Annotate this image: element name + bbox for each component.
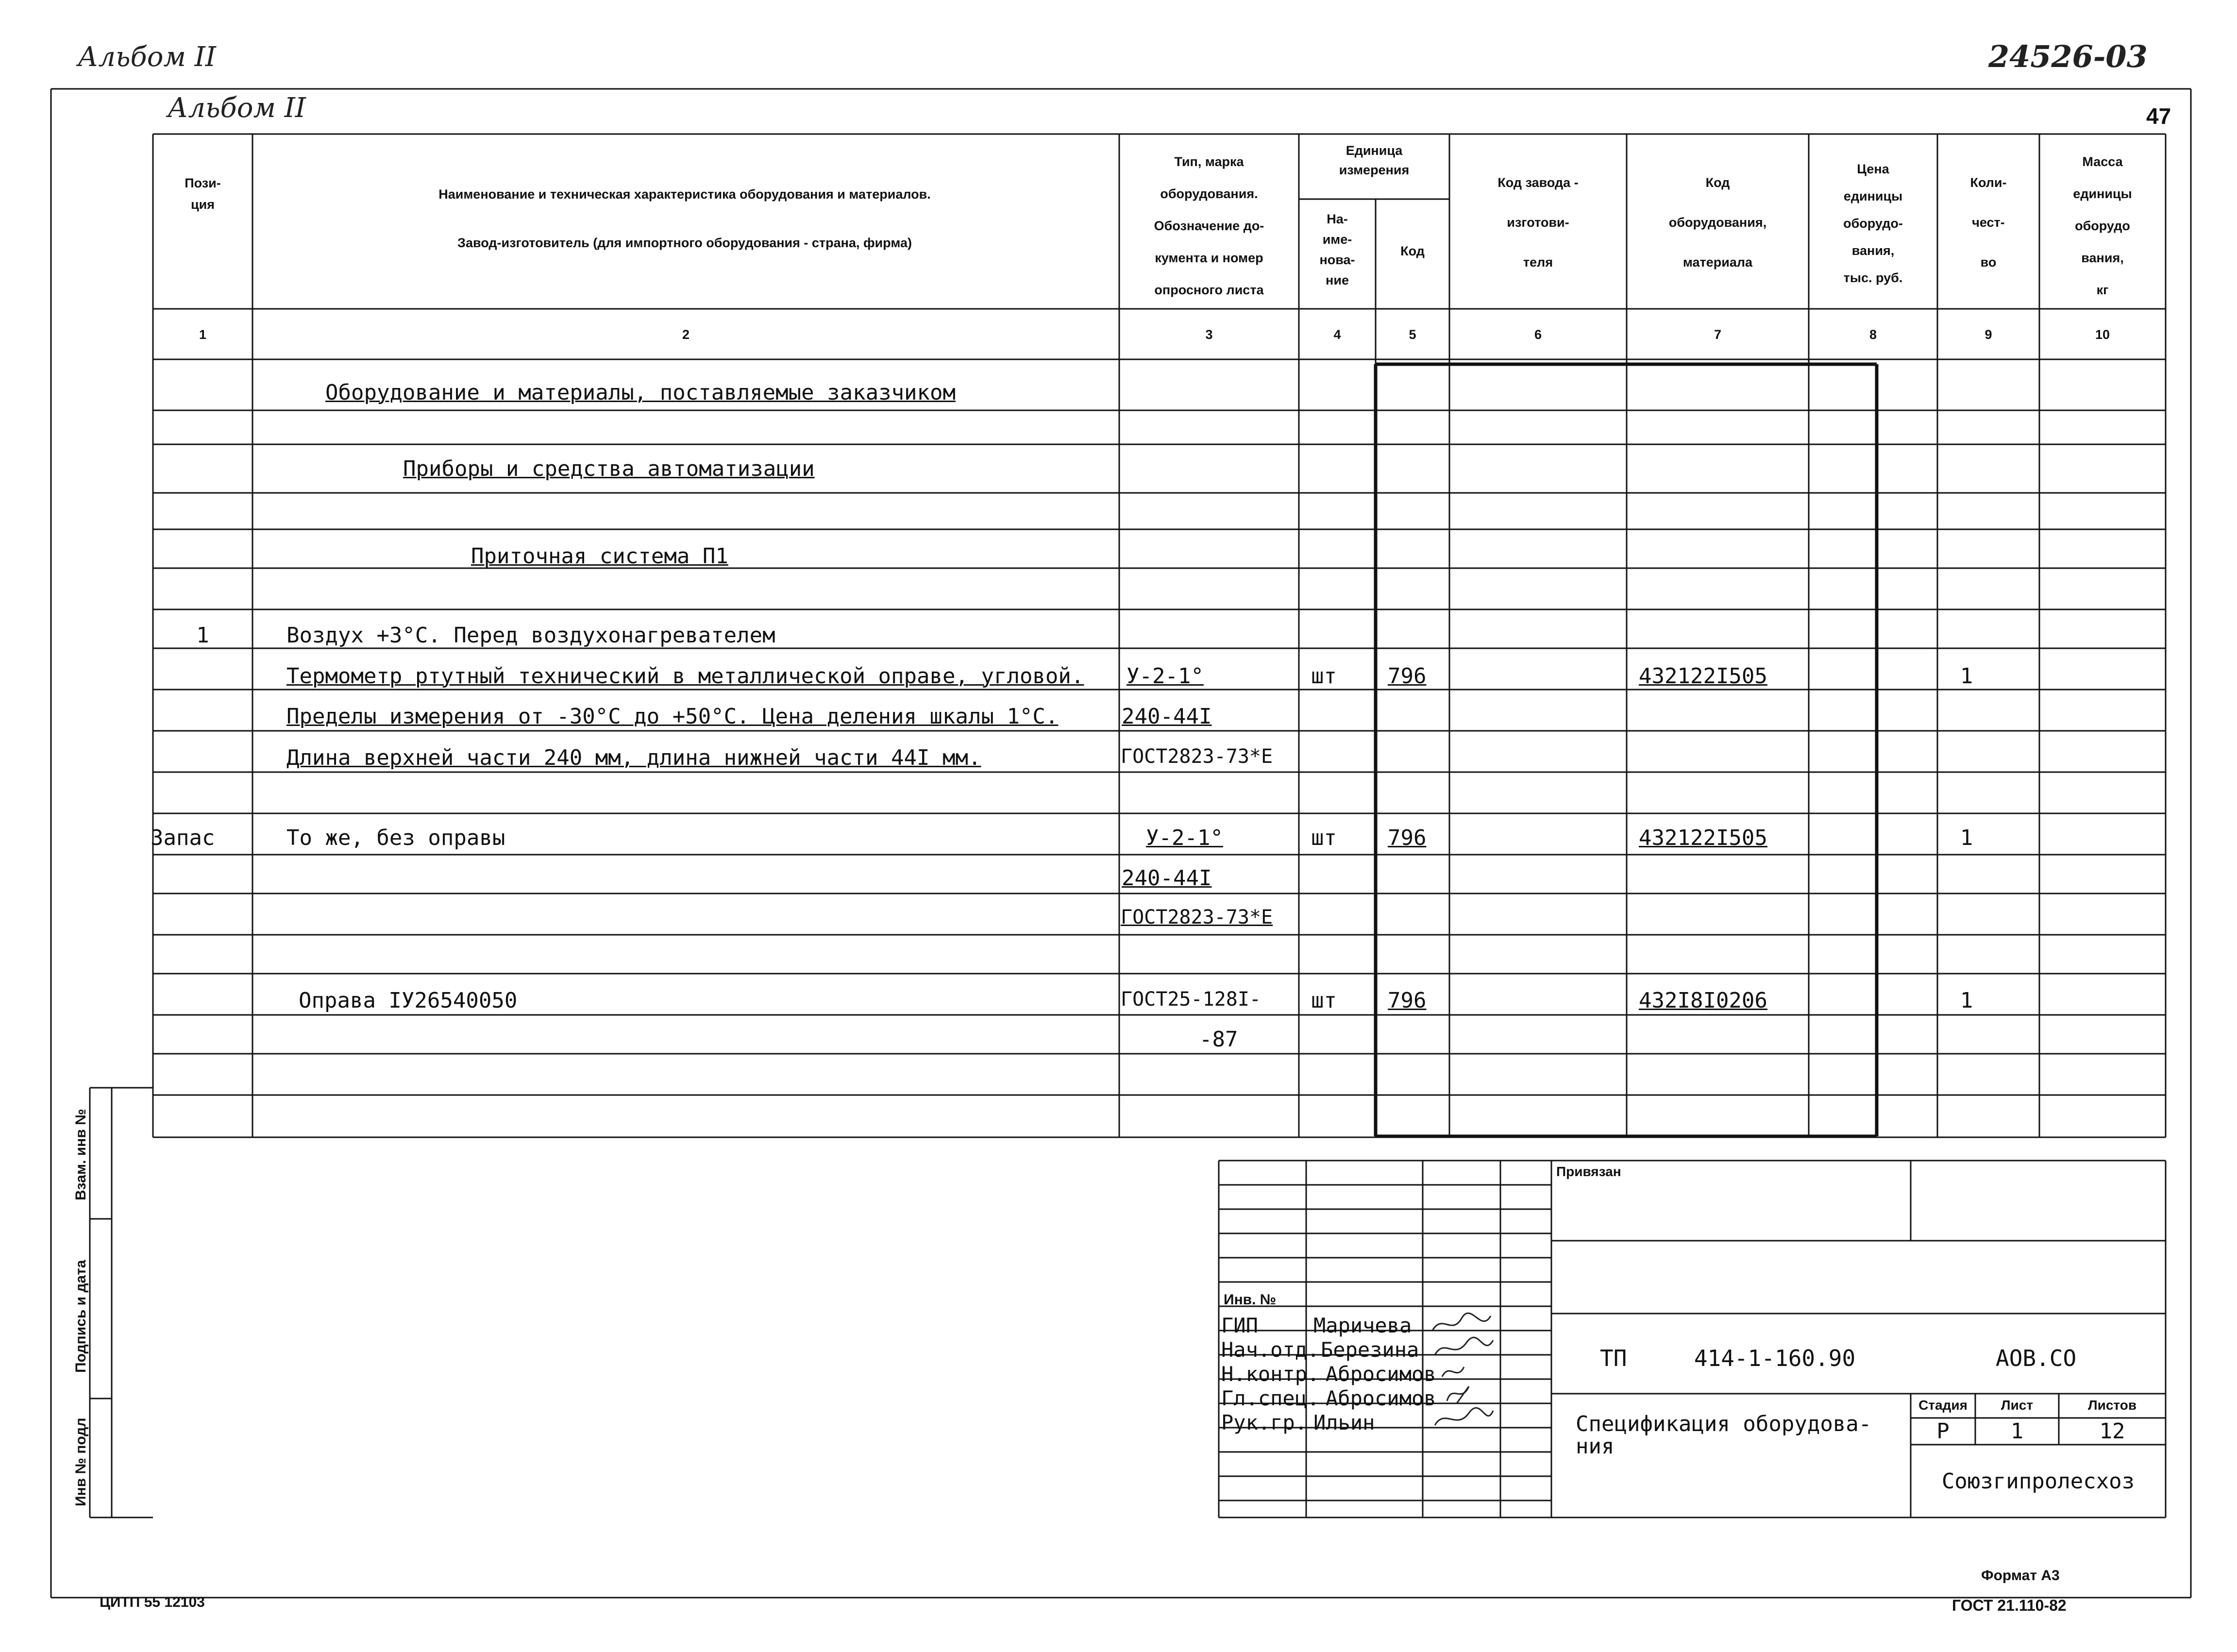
row-unit-code: 796 [1388,988,1427,1013]
row-type: ГОСТ2823-73*Е [1121,745,1273,768]
album-label-inner: Альбом II [168,92,306,124]
stamp-organization: Союзгипролесхоз [1941,1469,2135,1494]
row-name: Длина верхней части 240 мм, длина нижней части 44I мм. [286,745,981,770]
stamp-title: Спецификация оборудова- ния [1576,1412,1872,1459]
row-quantity: 1 [1960,826,1973,850]
row-unit-code: 796 [1388,664,1427,689]
side-label-signature-date: Подпись и дата [73,1260,89,1373]
header-position: Пози- ция [185,176,221,212]
album-label-top: Альбом II [78,41,216,73]
document-number: 24526-03 [1988,39,2148,74]
stamp-sheets-label: Листов [2087,1398,2137,1413]
row-equipment-code: 432I8I0206 [1639,988,1767,1013]
row-name: Воздух +3°С. Перед воздухонагревателем [286,623,775,648]
stamp-sheet-label: Лист [2001,1398,2034,1413]
row-equipment-code: 432122I505 [1639,664,1767,689]
row-type: -87 [1199,1027,1238,1052]
header-unit-group: Единица измерения [1339,143,1410,177]
row-position: 1 [196,623,209,648]
row-type: ГОСТ25-128I- [1121,988,1261,1011]
header-unit-name: На- име- нова- ние [1319,212,1355,287]
side-label-replacement-inv: Взам. инв № [73,1109,89,1200]
header-factory-code: Код завода - изготови- теля [1497,175,1579,270]
row-name: Оправа IУ26540050 [299,988,518,1013]
stamp-role: Нач.отд. [1221,1338,1320,1362]
side-label-inventory-original: Инв № подл [73,1417,89,1506]
stamp-person: Маричева [1313,1314,1412,1337]
stamp-role: Рук.гр. [1221,1411,1308,1434]
header-equipment-code: Код оборудования, материала [1668,175,1767,270]
col-number-3: 3 [1205,327,1213,342]
stamp-person: Ильин [1313,1411,1375,1434]
signature-marks [1428,1311,1500,1433]
stamp-person: Абросимов [1326,1386,1436,1410]
row-unit: шт [1311,988,1337,1013]
stamp-person: Абросимов [1326,1362,1436,1386]
section-heading-supply-system: Приточная система П1 [471,544,728,569]
stamp-mark: АОВ.СО [1996,1345,2077,1371]
col-number-5: 5 [1409,327,1416,342]
row-name: Термометр ртутный технический в металлической оправе, угловой. [286,664,1084,689]
footer-format: Формат А3 [1981,1568,2060,1584]
footer-gost: ГОСТ 21.110-82 [1952,1597,2067,1614]
row-unit: шт [1311,826,1337,850]
col-number-2: 2 [682,327,690,342]
col-number-1: 1 [199,327,207,342]
col-number-4: 4 [1333,327,1341,342]
col-number-10: 10 [2095,327,2110,342]
footer-left-code: ЦИТП 55 12103 [100,1594,205,1610]
header-name-line1: Наименование и техническая характеристика оборудования и материалов. [438,187,931,202]
row-unit: шт [1311,664,1337,689]
header-mass: Масса единицы оборудо вания, кг [2073,154,2132,297]
stamp-project-code: ТП 414-1-160.90 [1600,1345,1856,1371]
stamp-stage-label: Стадия [1918,1398,1968,1413]
row-type: У-2-1° [1146,826,1223,850]
row-name: Пределы измерения от -30°С до +50°С. Цена деления шкалы 1°С. [286,704,1059,729]
row-name: То же, без оправы [286,826,505,850]
stamp-privyazan: Привязан [1556,1164,1621,1179]
col-number-9: 9 [1985,327,1992,342]
row-type: 240-44I [1122,866,1212,891]
row-quantity: 1 [1960,988,1973,1013]
stamp-sheets: 12 [2099,1419,2125,1444]
row-type: 240-44I [1122,704,1212,729]
page-number: 47 [2146,103,2171,129]
stamp-role: Н.контр. [1221,1362,1320,1386]
header-unit-code: Код [1400,244,1425,258]
header-price: Цена единицы оборудо- вания, тыс. руб. [1843,162,1903,285]
row-unit-code: 796 [1388,826,1427,850]
stamp-role: Гл.спец. [1221,1386,1320,1410]
header-type: Тип, марка оборудования. Обозначение до- кумента и номер опросного листа [1154,154,1264,297]
col-number-7: 7 [1714,327,1722,342]
stamp-inv-no: Инв. № [1224,1292,1277,1308]
row-type: ГОСТ2823-73*Е [1121,906,1273,928]
col-number-8: 8 [1869,327,1877,342]
row-position: Запас [151,826,215,850]
section-heading-customer: Оборудование и материалы, поставляемые заказчиком [325,380,956,405]
col-number-6: 6 [1534,327,1542,342]
stamp-role: ГИП [1221,1314,1258,1337]
stamp-stage: Р [1936,1419,1950,1444]
stamp-person: Березина [1321,1338,1419,1362]
row-quantity: 1 [1960,664,1973,689]
row-equipment-code: 432122I505 [1639,826,1767,850]
section-heading-instruments: Приборы и средства автоматизации [403,456,815,481]
row-type: У-2-1° [1127,664,1204,689]
header-name-line2: Завод-изготовитель (для импортного оборудования - страна, фирма) [457,236,912,250]
stamp-sheet: 1 [2010,1419,2024,1444]
header-quantity: Коли- чест- во [1970,175,2007,270]
